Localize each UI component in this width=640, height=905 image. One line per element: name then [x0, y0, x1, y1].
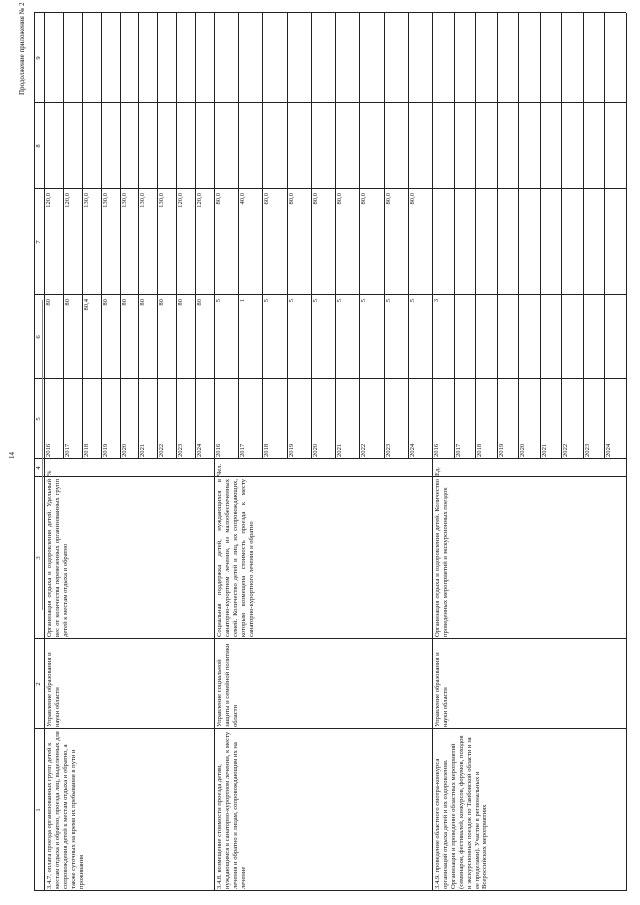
year-label: 2016	[433, 443, 440, 457]
indicator-value: 3	[433, 299, 440, 303]
column-header-4: 4	[35, 466, 42, 470]
year-row-divider	[359, 13, 360, 459]
indicator-value: 80	[158, 299, 166, 306]
amount-value: 80,0	[287, 193, 295, 205]
amount-value: 80,0	[408, 193, 416, 205]
year-label: 2018	[82, 443, 90, 457]
indicator-value: 80	[177, 299, 185, 306]
executor-text: Управление образования и науки области	[434, 652, 449, 727]
column-divider-8	[34, 102, 626, 103]
year-row-divider	[540, 13, 541, 459]
amount-value: 120,0	[196, 193, 204, 208]
year-label: 2024	[196, 443, 204, 457]
executor-text: Управление социальной защиты и семейной политики области	[216, 643, 239, 727]
year-row-divider	[138, 13, 139, 459]
amount-value: 80,0	[311, 193, 319, 205]
indicator-value: 80	[120, 299, 128, 306]
year-row-divider	[101, 13, 102, 459]
measure-text: 3.4.7. оплата проезда организованных групп детей к местам отдыха и обратно, проезда лиц, выделенных для сопровождения детей к местам отдыха и обратно, а также суточных на время их пребывания в пути и проживания	[46, 731, 85, 889]
year-label: 2022	[360, 443, 368, 457]
indicator-value: 1	[239, 299, 247, 303]
year-row-divider	[120, 13, 121, 459]
amount-value: 130,0	[158, 193, 166, 208]
year-label: 2017	[63, 443, 71, 457]
year-label: 2017	[239, 443, 247, 457]
indicator-value: 80,4	[82, 299, 90, 311]
amount-value: 120,0	[63, 193, 71, 208]
year-row-divider	[408, 13, 409, 459]
year-row-divider	[195, 13, 196, 459]
year-label: 2017	[454, 443, 462, 457]
year-row-divider	[475, 13, 476, 459]
indicator-value: 80	[196, 299, 204, 306]
indicator-text: Социальная поддержка детей, нуждающихся в санаторно-курортном лечении, из малообеспеченных семей. Количество детей и лиц, их сопровождающих, которым возмещена стоимость проезда к месту санаторно-курортного лечения и обратно	[216, 479, 255, 637]
year-label: 2021	[139, 443, 147, 457]
column-header-3: 3	[35, 556, 42, 560]
column-header-8: 8	[35, 144, 42, 148]
column-header-9: 9	[35, 56, 42, 60]
year-row-divider	[82, 13, 83, 459]
amount-value: 80,0	[215, 193, 222, 205]
indicator-value: 5	[287, 299, 295, 303]
indicator-text: Организация отдыха и оздоровления детей. Количество проведенных мероприятий и экскурсионных поездок	[434, 479, 449, 637]
column-divider-3	[34, 476, 626, 477]
measure-text: 3.4.8. возмещение стоимости проезда детям, нуждающимся в санаторно-курортном лечении, к месту лечения и обратно и лицам, сопровождающим их на лечение	[216, 731, 247, 889]
indicator-value: 5	[311, 299, 319, 303]
year-row-divider	[238, 13, 239, 459]
year-label: 2018	[476, 443, 484, 457]
year-label: 2021	[540, 443, 548, 457]
year-label: 2020	[311, 443, 319, 457]
left-margin-mark	[42, 300, 43, 610]
indicator-value: 5	[384, 299, 392, 303]
amount-value: 130,0	[101, 193, 109, 208]
year-row-divider	[157, 13, 158, 459]
executor-text: Управление образования и науки области	[46, 652, 61, 727]
column-divider-4	[34, 458, 626, 459]
year-label: 2020	[120, 443, 128, 457]
column-divider-9	[34, 12, 626, 13]
indicator-value: 80	[45, 299, 52, 306]
indicator-value: 5	[336, 299, 344, 303]
unit-text: Ед.	[434, 466, 441, 476]
indicator-value: 5	[408, 299, 416, 303]
indicator-value: 5	[360, 299, 368, 303]
amount-value: 130,0	[82, 193, 90, 208]
amount-value: 80,0	[360, 193, 368, 205]
year-row-divider	[497, 13, 498, 459]
column-header-5: 5	[35, 417, 42, 421]
row-3-bottom-border	[626, 13, 627, 891]
year-row-divider	[518, 13, 519, 459]
year-row-divider	[176, 13, 177, 459]
year-label: 2023	[177, 443, 185, 457]
page-number: 14	[8, 452, 16, 459]
year-row-divider	[335, 13, 336, 459]
amount-value: 120,0	[45, 193, 52, 208]
amount-value: 80,0	[336, 193, 344, 205]
year-label: 2016	[215, 443, 222, 457]
year-label: 2019	[497, 443, 505, 457]
year-label: 2024	[605, 443, 613, 457]
column-header-1: 1	[35, 808, 42, 812]
year-row-divider	[311, 13, 312, 459]
column-divider-1	[34, 728, 626, 729]
year-label: 2023	[583, 443, 591, 457]
column-header-2: 2	[35, 682, 42, 686]
amount-value: 120,0	[177, 193, 185, 208]
unit-text: Чел.	[216, 463, 223, 476]
amount-value: 130,0	[139, 193, 147, 208]
year-row-divider	[262, 13, 263, 459]
year-row-divider	[583, 13, 584, 459]
amount-value: 80,0	[384, 193, 392, 205]
year-label: 2016	[45, 443, 52, 457]
year-row-divider	[561, 13, 562, 459]
year-label: 2019	[101, 443, 109, 457]
year-label: 2019	[287, 443, 295, 457]
year-row-divider	[384, 13, 385, 459]
indicator-value: 80	[139, 299, 147, 306]
amount-value: 40,0	[239, 193, 247, 205]
column-divider-0	[34, 890, 626, 891]
year-row-divider	[454, 13, 455, 459]
indicator-value: 80	[101, 299, 109, 306]
indicator-text: Организация отдыха и оздоровления детей. Удельный вес от количества перевезенных организованных групп детей к местам отдыха и обратно	[46, 479, 69, 637]
indicator-value: 5	[263, 299, 271, 303]
measure-text: 3.4.9. проведение областного смотра-конкурса организаций отдыха детей и их оздоровления. Организация и проведение областных мероприятий (семинаров, фестивалей, конкурсов, форумов, походов и экскурсионных поездок по Тамбовской области и за ее пределами). Участие в региональных и Всероссийских мероприятиях	[434, 735, 489, 889]
indicator-value: 5	[215, 299, 222, 303]
year-row-divider	[287, 13, 288, 459]
year-label: 2020	[519, 443, 527, 457]
continuation-label: Продолжение приложения № 2	[18, 2, 26, 95]
indicator-value: 80	[63, 299, 71, 306]
column-divider-2	[34, 638, 626, 639]
year-label: 2022	[158, 443, 166, 457]
year-label: 2023	[384, 443, 392, 457]
column-header-6: 6	[35, 335, 42, 339]
year-label: 2021	[336, 443, 344, 457]
column-divider-7	[34, 188, 626, 189]
amount-value: 130,0	[120, 193, 128, 208]
year-row-divider	[604, 13, 605, 459]
year-label: 2022	[562, 443, 570, 457]
unit-text: %	[46, 470, 53, 476]
column-header-7: 7	[35, 240, 42, 244]
year-label: 2024	[408, 443, 416, 457]
amount-value: 60,0	[263, 193, 271, 205]
year-label: 2018	[263, 443, 271, 457]
year-row-divider	[63, 13, 64, 459]
